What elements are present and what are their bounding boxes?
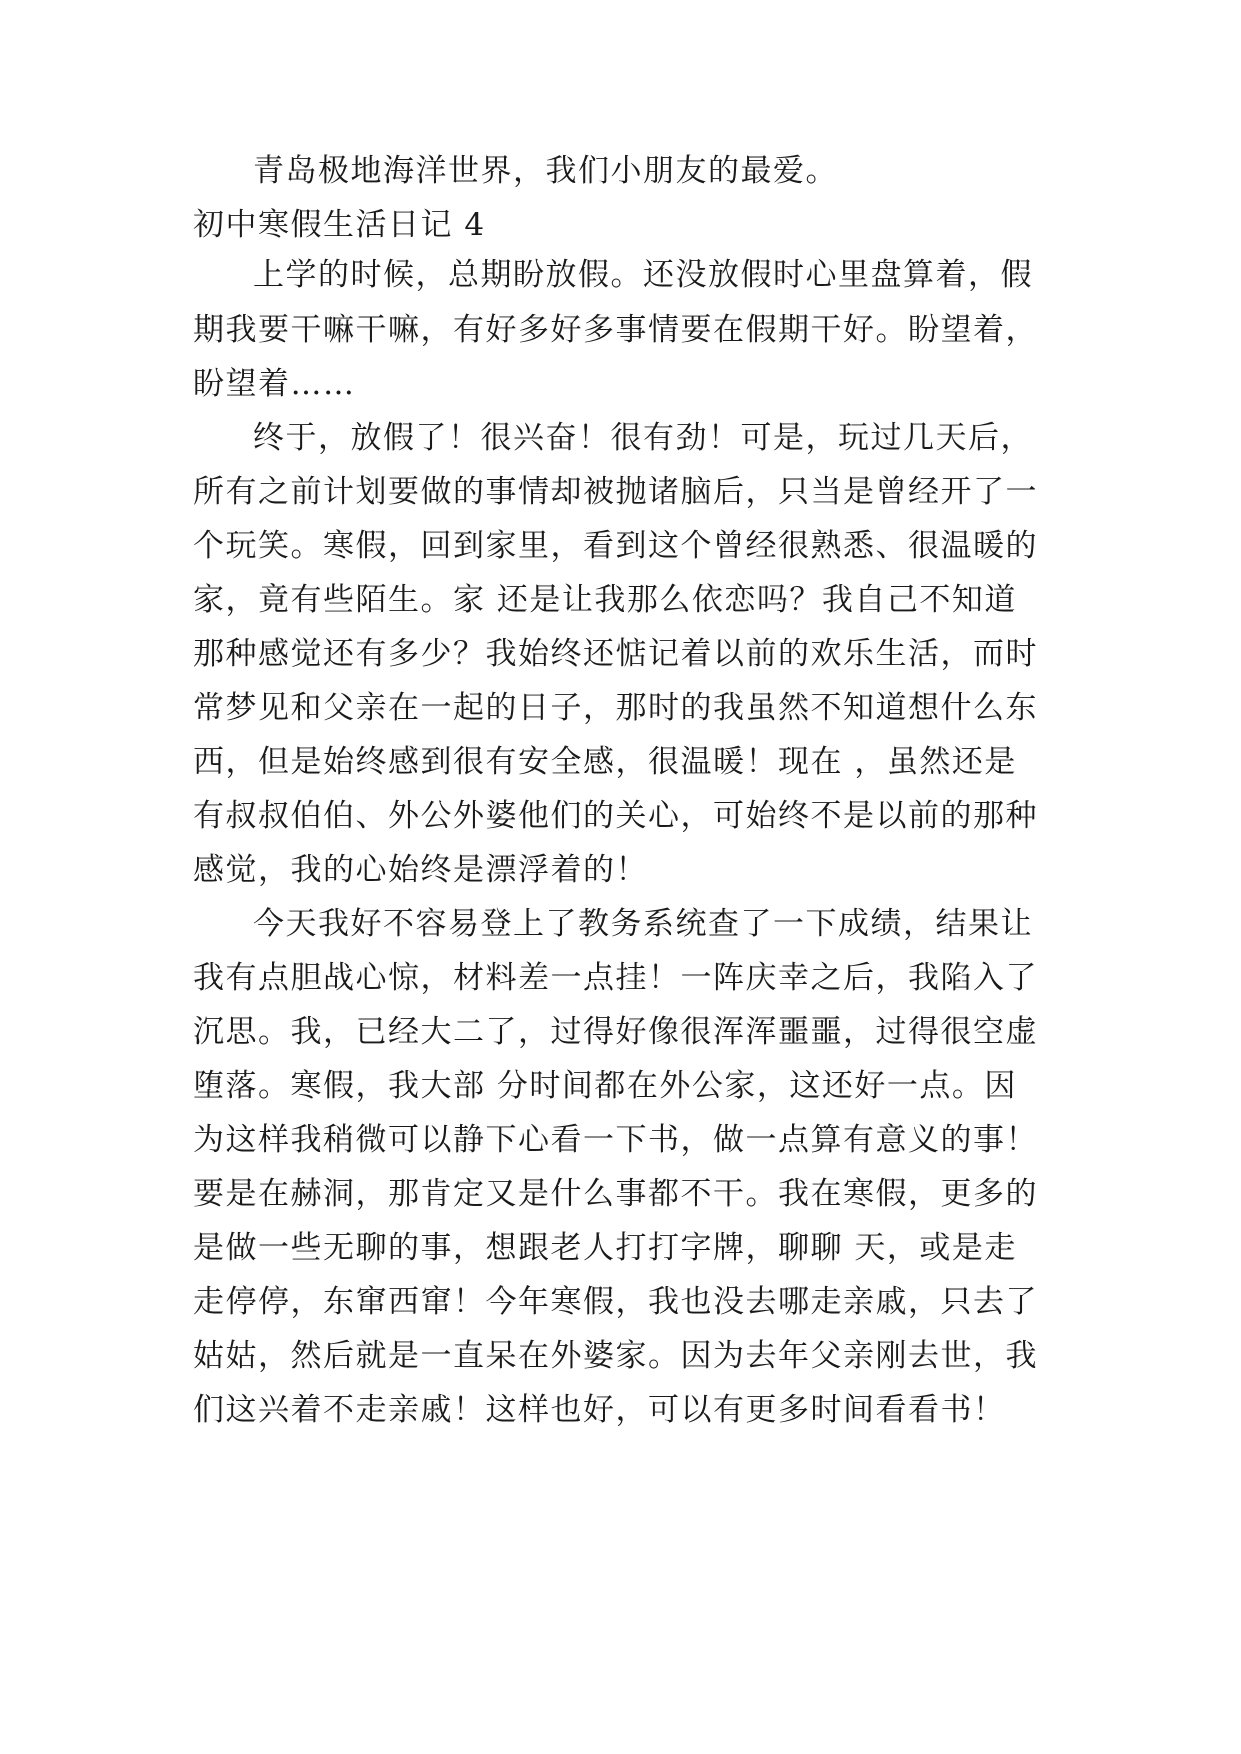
paragraph-line: 期我要干嘛干嘛，有好多好多事情要在假期干好。盼望着，: [193, 312, 1038, 348]
paragraph-line: 盼望着……: [193, 366, 356, 402]
paragraph-line: 上学的时候，总期盼放假。还没放假时心里盘算着，假: [253, 257, 1033, 293]
paragraph-line: 为这样我稍微可以静下心看一下书，做一点算有意义的事！: [193, 1122, 1038, 1158]
paragraph-line: 所有之前计划要做的事情却被抛诸脑后，只当是曾经开了一: [193, 474, 1038, 510]
paragraph-line: 姑姑，然后就是一直呆在外婆家。因为去年父亲刚去世，我: [193, 1338, 1038, 1374]
paragraph-line: 是做一些无聊的事，想跟老人打打字牌，聊聊 天，或是走: [193, 1230, 1017, 1266]
paragraph-line: 要是在赫洞，那肯定又是什么事都不干。我在寒假，更多的: [193, 1176, 1038, 1212]
paragraph-line: 个玩笑。寒假，回到家里，看到这个曾经很熟悉、很温暖的: [193, 528, 1038, 564]
paragraph-line: 西，但是始终感到很有安全感，很温暖！现在 ，虽然还是: [193, 744, 1017, 780]
paragraph-line: 今天我好不容易登上了教务系统查了一下成绩，结果让: [253, 906, 1033, 942]
paragraph-line: 堕落。寒假，我大部 分时间都在外公家，这还好一点。因: [193, 1068, 1017, 1104]
paragraph-line: 有叔叔伯伯、外公外婆他们的关心，可始终不是以前的那种: [193, 798, 1038, 834]
paragraph-line: 感觉，我的心始终是漂浮着的！: [193, 852, 648, 888]
paragraph-line: 我有点胆战心惊，材料差一点挂！一阵庆幸之后，我陷入了: [193, 960, 1038, 996]
paragraph-line: 那种感觉还有多少？我始终还惦记着以前的欢乐生活，而时: [193, 636, 1038, 672]
paragraph-line: 家，竟有些陌生。家 还是让我那么依恋吗？我自己不知道: [193, 582, 1017, 618]
paragraph-line: 常梦见和父亲在一起的日子，那时的我虽然不知道想什么东: [193, 690, 1038, 726]
paragraph-line: 沉思。我，已经大二了，过得好像很浑浑噩噩，过得很空虚: [193, 1014, 1038, 1050]
paragraph-line: 终于，放假了！很兴奋！很有劲！可是，玩过几天后，: [253, 420, 1033, 456]
paragraph-line: 走停停，东窜西窜！今年寒假，我也没去哪走亲戚，只去了: [193, 1284, 1038, 1320]
paragraph-line: 青岛极地海洋世界，我们小朋友的最爱。: [253, 153, 838, 189]
paragraph-line: 们这兴着不走亲戚！这样也好，可以有更多时间看看书！: [193, 1392, 1006, 1428]
section-heading: 初中寒假生活日记 4: [193, 207, 486, 243]
